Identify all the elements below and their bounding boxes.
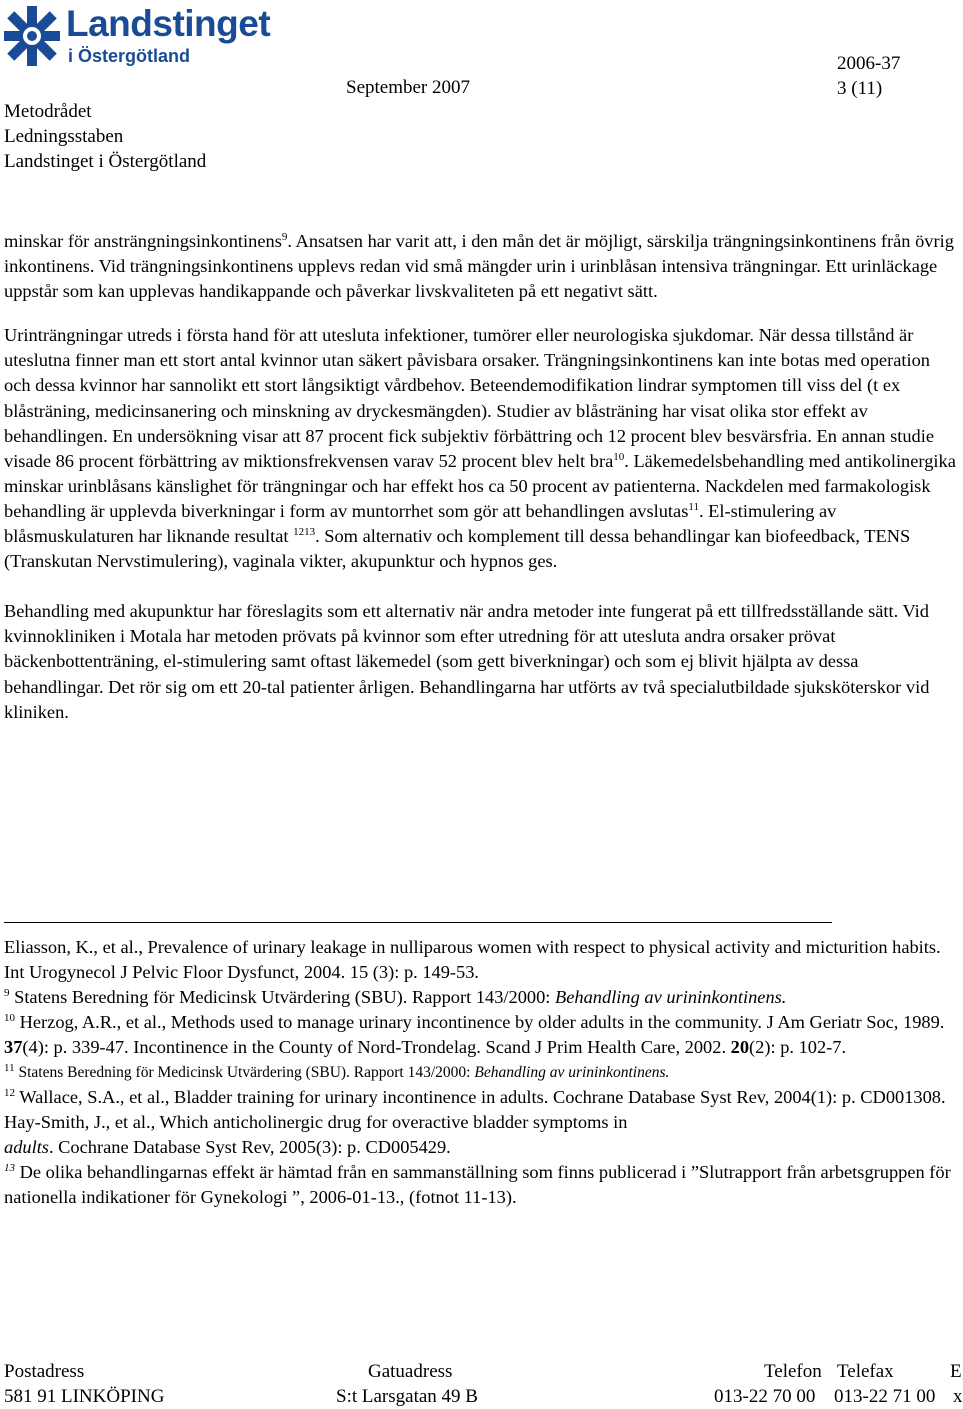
header-org-1: Metodrådet bbox=[4, 101, 92, 122]
footer-postadress-label: Postadress bbox=[4, 1361, 85, 1382]
footnote-11: $^{11}$ Statens Beredning för Medicinsk Utvärdering (SBU). Rapport 143/2000: Behandling av urininkontinens. bbox=[4, 1061, 670, 1081]
header-org-3: Landstinget i Östergötland bbox=[4, 151, 207, 172]
footer-gatuadress-label: Gatuadress bbox=[368, 1361, 453, 1382]
header-doc-number: 2006-37 bbox=[837, 53, 901, 74]
italic-text: Behandling av urininkontinens. bbox=[555, 987, 787, 1007]
italic-text: adults bbox=[4, 1137, 49, 1157]
footer-gatuadress-value: S:t Larsgatan 49 B bbox=[336, 1386, 478, 1407]
header-page-number: 3 (11) bbox=[837, 78, 883, 99]
paragraph-2: Urinträngningar utreds i första hand för att utesluta infektioner, tumörer eller neurologiska sjukdomar. När dessa tillstånd är uteslutna finner man ett stort antal kvinnor utan säkert påvisbara orsaker. Trängningsinkontinens kan inte botas med operation och dessa kvinnor har sannolikt ett stort långsiktigt vårdbehov. Beteendemodifikation lindrar symptomen till viss del (t ex blåsträning, medicinsanering och minskning av dryckesmängden). Studier av blåsträning har visat olika stor effekt av behandlingen. En undersökning visar att 87 procent fick subjektiv förbättring och 12 procent blev besvärsfria. En annan studie visade 86 procent förbättring av miktionsfrekvensen varav 52 procent blev helt bra$^{10}$. Läkemedelsbehandling med antikolinergika minskar urinblåsans känslighet för trängningar och har effekt hos ca 50 procent av patienterna. Nackdelen med farmakologisk behandling är upplevda biverkningar i form av muntorrhet som gör att behandlingen avslutas$^{11}$. El-stimulering av blåsmuskulaturen har liknande resultat $^{1213}$. Som alternativ och komplement till dessa behandlingar kan biofeedback, TENS (Transkutan Nervstimulering), vaginala vikter, akupunktur och hypnos ges. bbox=[4, 325, 956, 572]
footer-telefon-label: Telefon bbox=[764, 1361, 822, 1382]
footnote-9: $^9$ Statens Beredning för Medicinsk Utvärdering (SBU). Rapport 143/2000: Behandling av urininkontinens. bbox=[4, 986, 787, 1007]
footer-cut-label: E bbox=[950, 1361, 962, 1382]
logo-name: Landstinget bbox=[66, 3, 271, 44]
footnote-ref: 11 bbox=[4, 1061, 15, 1074]
footnote-ref: 13 bbox=[4, 1161, 15, 1174]
footnotes bbox=[4, 935, 956, 1210]
footnote-10: $^{10}$ Herzog, A.R., et al., Methods used to manage urinary incontinence by older adults in the community. J Am Geriatr Soc, 1989. 37(4): p. 339-47. Incontinence in the County of Nord-Trondelag. Scand J Prim Health Care, 2002. 20(2): p. 102-7. bbox=[4, 1011, 945, 1057]
footnote-ref: 1213 bbox=[293, 525, 316, 538]
body-text bbox=[4, 229, 956, 725]
header-org-2: Ledningsstaben bbox=[4, 126, 124, 147]
footer-postadress-value: 581 91 LINKÖPING bbox=[4, 1386, 165, 1407]
paragraph-1: minskar för ansträngningsinkontinens$^9$. Ansatsen har varit att, i den mån det är möjligt, särskilja trängningsinkontinens från övrig inkontinens. Vid trängningsinkontinens upplevs redan vid små mängder urin i urinblåsan intensiva trängningar. Ett urinläckage uppstår som kan upplevas handikappande och påverkar livskvaliteten på ett negativt sätt. bbox=[4, 230, 954, 302]
footnote-ref: 9 bbox=[281, 230, 288, 243]
landstinget-logo bbox=[4, 4, 284, 70]
logo-subtitle: i Östergötland bbox=[68, 46, 191, 66]
footer-telefax-label: Telefax bbox=[837, 1361, 894, 1382]
logo-star-icon bbox=[4, 6, 60, 66]
footer-cut-value: x bbox=[953, 1386, 963, 1407]
footer-telefon-value: 013-22 70 00 bbox=[714, 1386, 816, 1407]
bold-text: 37 bbox=[4, 1037, 23, 1057]
footnote-ref: 10 bbox=[4, 1011, 15, 1024]
header-date: September 2007 bbox=[346, 77, 471, 98]
footnote-12: $^{12}$ Wallace, S.A., et al., Bladder training for urinary incontinence in adults. Cochrane Database Syst Rev, 2004(1): p. CD001308. Hay-Smith, J., et al., Which anticholinergic drug for overactive bladder symptoms in adults. Cochrane Database Syst Rev, 2005(3): p. CD005429. bbox=[4, 1086, 946, 1157]
footnote-ref: 9 bbox=[4, 986, 10, 999]
footnote-13: $^{13}$ De olika behandlingarnas effekt är hämtad från en sammanställning som finns publicerad i ”Slutrapport från arbetsgruppen för nationella indikationer för Gynekologi ”, 2006-01-13., (fotnot 11-13). bbox=[4, 1161, 951, 1207]
footnote-ref: 11 bbox=[688, 500, 699, 513]
italic-text: Behandling av urininkontinens. bbox=[474, 1064, 670, 1081]
bold-text: 20 bbox=[730, 1037, 750, 1057]
paragraph-3: Behandling med akupunktur har föreslagits som ett alternativ när andra metoder inte fungerat på ett tillfredsställande sätt. Vid kvinnokliniken i Motala har metoden prövats på kvinnor som efter utredning för att utesluta andra orsaker prövat bäckenbottenträning, el-stimulering samt oftast läkemedel (som gett biverkningar) och som ej blivit hjälpta av dessa behandlingar. Det rör sig om ett 20-tal patienter årligen. Behandlingarna har utförts av två specialutbildade sjuksköterskor vid kliniken. bbox=[4, 601, 930, 722]
footnote-ref: 10 bbox=[613, 450, 625, 463]
footnote-ref: 12 bbox=[4, 1086, 15, 1099]
footnote-eliasson: Eliasson, K., et al., Prevalence of urinary leakage in nulliparous women with respect to physical activity and micturition habits. Int Urogynecol J Pelvic Floor Dysfunct, 2004. 15 (3): p. 149-53. bbox=[4, 937, 941, 982]
footnote-separator bbox=[4, 922, 832, 923]
footer-telefax-value: 013-22 71 00 bbox=[834, 1386, 936, 1407]
